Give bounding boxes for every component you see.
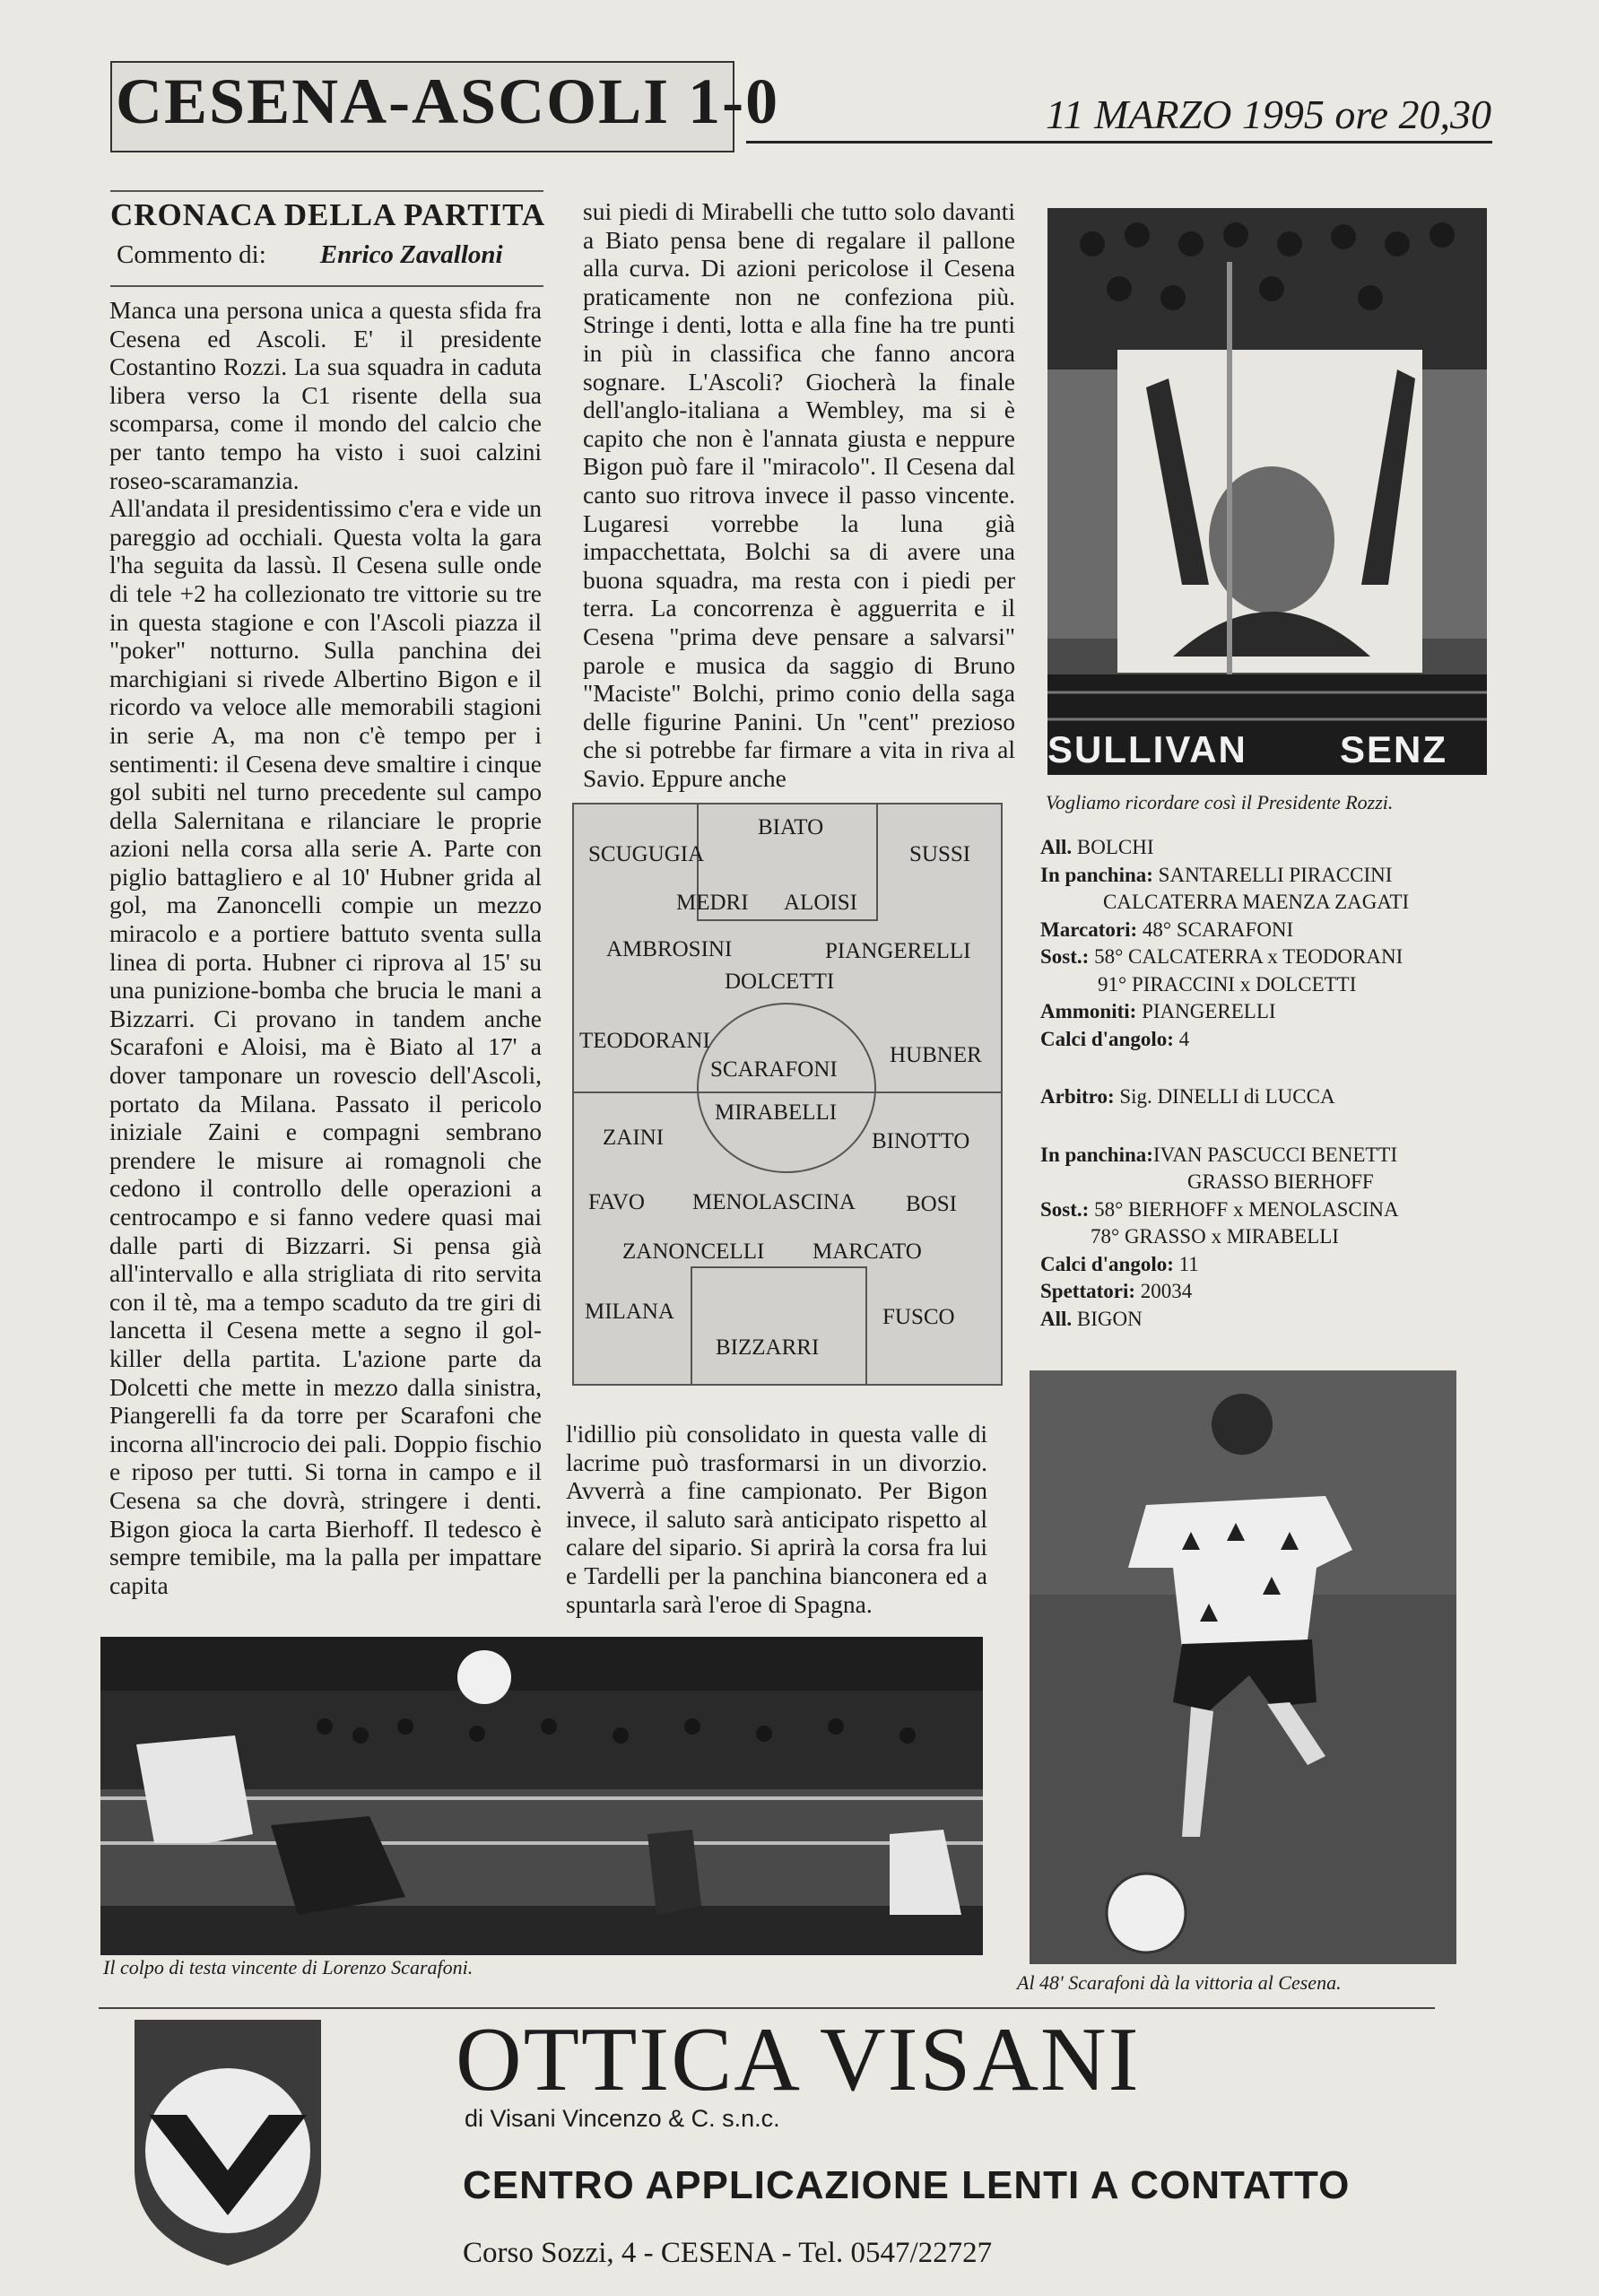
spacer [1040, 1053, 1489, 1083]
ad-owner: di Visani Vincenzo & C. s.n.c. [465, 2105, 780, 2132]
value: BIGON [1076, 1307, 1143, 1330]
section-title: CRONACA DELLA PARTITA [110, 197, 546, 232]
label: Marcatori: [1040, 918, 1138, 941]
value: IVAN PASCUCCI BENETTI [1152, 1143, 1398, 1166]
label: In panchina: [1040, 863, 1153, 886]
ascoli-coach-row [1040, 1306, 1489, 1334]
label: Calci d'angolo: [1040, 1252, 1174, 1275]
formation-diagram [572, 803, 1003, 1386]
ottica-visani-logo [131, 2016, 325, 2269]
player-zaini: ZAINI [603, 1126, 665, 1150]
match-title-box [110, 61, 780, 152]
value: 20034 [1140, 1280, 1193, 1302]
ascoli-subs-row [1040, 1196, 1489, 1224]
player-menolascina: MENOLASCINA [692, 1190, 856, 1214]
player-zanoncelli: ZANONCELLI [622, 1239, 765, 1264]
match-title: CESENA-ASCOLI 1-0 [116, 65, 780, 137]
player-teodorani: TEODORANI [579, 1029, 710, 1053]
player-bizzarri: BIZZARRI [716, 1335, 820, 1360]
player-hubner: HUBNER [890, 1043, 982, 1067]
player-scugugia: SCUGUGIA [588, 842, 705, 866]
banner-text-left: SULLIVAN [1047, 728, 1247, 770]
value: PIANGERELLI [1142, 1000, 1276, 1022]
cesena-coach-row [1040, 834, 1489, 862]
spacer [1040, 1111, 1489, 1142]
referee-row [1040, 1083, 1489, 1111]
article-column-1 [109, 296, 542, 1599]
value: 78° GRASSO x MIRABELLI [1091, 1225, 1339, 1248]
cesena-scorers-row [1040, 917, 1489, 944]
ad-tagline: CENTRO APPLICAZIONE LENTI A CONTATTO [463, 2163, 1351, 2207]
player-sussi: SUSSI [909, 842, 971, 866]
label: Arbitro: [1040, 1085, 1115, 1108]
match-stats [1040, 834, 1489, 1333]
label: Calci d'angolo: [1040, 1027, 1174, 1050]
goal-area-left-bottom [691, 1266, 692, 1384]
spectators-row [1040, 1278, 1489, 1306]
header-photo-art [100, 1637, 983, 1955]
player-bosi: BOSI [906, 1192, 957, 1216]
article-paragraph: l'idillio più consolidato in questa valle di lacrime può trasformarsi in un divorzio. Avverrà a fine campionato. Per Bigon invece, il saluto sarà anticipato rispetto al calare del sipario. Si aprirà la corsa fra lui e Tardelli per la panchina bianconera ed a spuntarla sarà l'eroe di Spagna. [566, 1420, 987, 1618]
cesena-booked-row [1040, 998, 1489, 1026]
goal-area-top-bottom [691, 1266, 867, 1268]
goal-area-right [876, 804, 878, 921]
value: BOLCHI [1076, 836, 1154, 858]
byline [117, 240, 503, 270]
value: 91° PIRACCINI x DOLCETTI [1098, 972, 1357, 996]
player-piangerelli: PIANGERELLI [825, 939, 971, 963]
article-paragraph: All'andata il presidentissimo c'era e vide un pareggio ad occhiali. Questa volta la gara l'ha seguita da lassù. Il Cesena sulle onde di tele +2 ha collezionato tre vittorie su tre in questa stagione e con l'Ascoli piazza il "poker" notturno. Sulla panchina dei marchigiani si rivede Albertino Bigon e il ricordo va veloce alle memorabili stagioni in serie A, ma non c'è tempo per i sentimenti: il Cesena deve smaltire i cinque gol subiti nel turno precedente sul campo della Salernitana e rilanciare le proprie azioni nella corsa alla serie A. Parte con piglio battagliero e al 10' Hubner grida al gol, ma Zanoncelli compie un mezzo miracolo e a portiere battuto sventa sulla linea di porta. Hubner ci riprova al 15' su una punizione-bomba che brucia le mani a Bizzarri. Ci provano in tandem anche Scarafoni e Aloisi, ma è Biato al 17' a dover tamponare un rovescio dell'Ascoli, portato da Milana. Passato il pericolo iniziale Zaini e compagni sembrano prendere le misure ai romagnoli che cedono il controllo delle operazioni a centrocampo e si fanno vedere quasi mai dalle parti di Bizzarri. Si pensa già all'intervallo e alla strigliata di rito servita con il tè, ma a tempo scaduto da tre giri di lancetta il Cesena mette a segno il gol-killer della partita. L'azione parte da Dolcetti che mette in mezzo dalla sinistra, Piangerelli fa da torre per Scarafoni che incorna all'incrocio dei pali. Doppio fischio e riposo per tutti. Si torna in campo e il Cesena sa che dovrà, stringere i denti. Bigon gioca la carta Bierhoff. Il tedesco è sempre temibile, ma la palla per impattare capita [109, 494, 542, 1599]
section-bottom-rule [110, 285, 543, 287]
photo-scarafoni-running [1030, 1370, 1456, 1964]
value: 58° CALCATERRA x TEODORANI [1094, 945, 1403, 968]
ascoli-subs-row-2 [1040, 1223, 1489, 1251]
player-scarafoni: SCARAFONI [710, 1057, 838, 1082]
section-top-rule [110, 190, 543, 192]
label: All. [1040, 836, 1073, 858]
player-favo: FAVO [588, 1190, 645, 1214]
value: CALCATERRA MAENZA ZAGATI [1103, 891, 1410, 913]
label: Sost.: [1040, 1197, 1090, 1221]
banner-photo-art [1047, 208, 1487, 775]
match-date: 11 MARZO 1995 ore 20,30 [1045, 91, 1491, 137]
ascoli-bench-row [1040, 1142, 1489, 1170]
label: All. [1040, 1307, 1073, 1330]
label: Ammoniti: [1040, 1000, 1137, 1022]
player-mirabelli: MIRABELLI [715, 1100, 838, 1125]
cesena-subs-row [1040, 944, 1489, 971]
ad-address: Corso Sozzi, 4 - CESENA - Tel. 0547/22727 [463, 2237, 993, 2269]
cesena-corners-row [1040, 1026, 1489, 1054]
article-paragraph: sui piedi di Mirabelli che tutto solo davanti a Biato pensa bene di regalare il pallone alla curva. Di azioni pericolose il Cesena praticamente non ne confeziona più. Stringe i denti, lotta e alla fine ha tre punti in più in classifica che fanno ancora sognare. L'Ascoli? Giocherà la finale dell'anglo-italiana a Wembley, ma si è capito che non è l'annata giusta e neppure Bigon può fare il "miracolo". Il Cesena dal canto suo ritrova invece il passo vincente. Lugaresi vorrebbe la luna già impacchettata, Bolchi sa di avere una buona squadra, ma resta con i piedi per terra. La concorrenza è agguerrita e il Cesena "prima deve pensare a salvarsi" parole e musica da saggio di Bruno "Maciste" Bolchi, primo conio della saga delle figurine Panini. Un "cent" prezioso che si potrebbe far firmare a vita in riva al Savio. Eppure anche [583, 197, 1015, 792]
value: GRASSO BIERHOFF [1187, 1170, 1374, 1193]
byline-label: Commento di: [117, 240, 266, 269]
player-fusco: FUSCO [882, 1305, 955, 1329]
header-rule [746, 141, 1492, 144]
article-paragraph: Manca una persona unica a questa sfida fra Cesena ed Ascoli. E' il presidente Costantino Rozzi. La sua squadra in caduta libera verso la C1 risente della sua scomparsa, come il mondo del calcio che per tanto tempo ha visto i suoi calzini roseo-scaramanzia. [109, 296, 542, 494]
ad-brand-name: OTTICA VISANI [456, 2009, 1141, 2110]
caption-header-goal: Il colpo di testa vincente di Lorenzo Scarafoni. [103, 1956, 474, 1979]
cesena-subs-row-2 [1040, 971, 1489, 999]
caption-scarafoni-victory: Al 48' Scarafoni dà la vittoria al Cesena. [1017, 1971, 1342, 1994]
player-milana: MILANA [585, 1300, 674, 1324]
value: 4 [1178, 1027, 1190, 1050]
shield-logo-icon [131, 2016, 325, 2269]
player-ambrosini: AMBROSINI [606, 937, 733, 961]
banner-text-right: SENZ [1340, 728, 1448, 770]
player-medri: MEDRI [676, 891, 749, 915]
caption-rozzi: Vogliamo ricordare così il Presidente Rozzi. [1046, 791, 1394, 813]
label: In panchina: [1040, 1143, 1153, 1166]
label: Spettatori: [1040, 1280, 1136, 1302]
player-binotto: BINOTTO [872, 1129, 970, 1153]
goal-area-bottom [697, 919, 878, 921]
value: 48° SCARAFONI [1142, 918, 1294, 941]
player-photo-art [1030, 1370, 1456, 1964]
ascoli-bench-row-2 [1040, 1169, 1489, 1196]
cesena-bench-row [1040, 862, 1489, 890]
photo-header-goal [100, 1637, 983, 1955]
player-dolcetti: DOLCETTI [725, 970, 835, 994]
article-column-2-top [583, 197, 1015, 792]
goal-area-right-bottom [865, 1266, 867, 1384]
ascoli-corners-row [1040, 1251, 1489, 1279]
cesena-bench-row-2 [1040, 889, 1489, 917]
byline-author: Enrico Zavalloni [319, 240, 503, 269]
value: 11 [1178, 1252, 1199, 1275]
label: Sost.: [1040, 945, 1090, 968]
player-aloisi: ALOISI [784, 891, 857, 915]
photo-rozzi-banner [1047, 208, 1487, 775]
value: Sig. DINELLI di LUCCA [1119, 1085, 1335, 1108]
player-biato: BIATO [758, 815, 824, 839]
value: 58° BIERHOFF x MENOLASCINA [1094, 1197, 1399, 1221]
article-column-2-bottom [566, 1420, 987, 1618]
center-circle [697, 1003, 876, 1173]
player-marcato: MARCATO [813, 1239, 922, 1264]
value: SANTARELLI PIRACCINI [1158, 863, 1393, 886]
